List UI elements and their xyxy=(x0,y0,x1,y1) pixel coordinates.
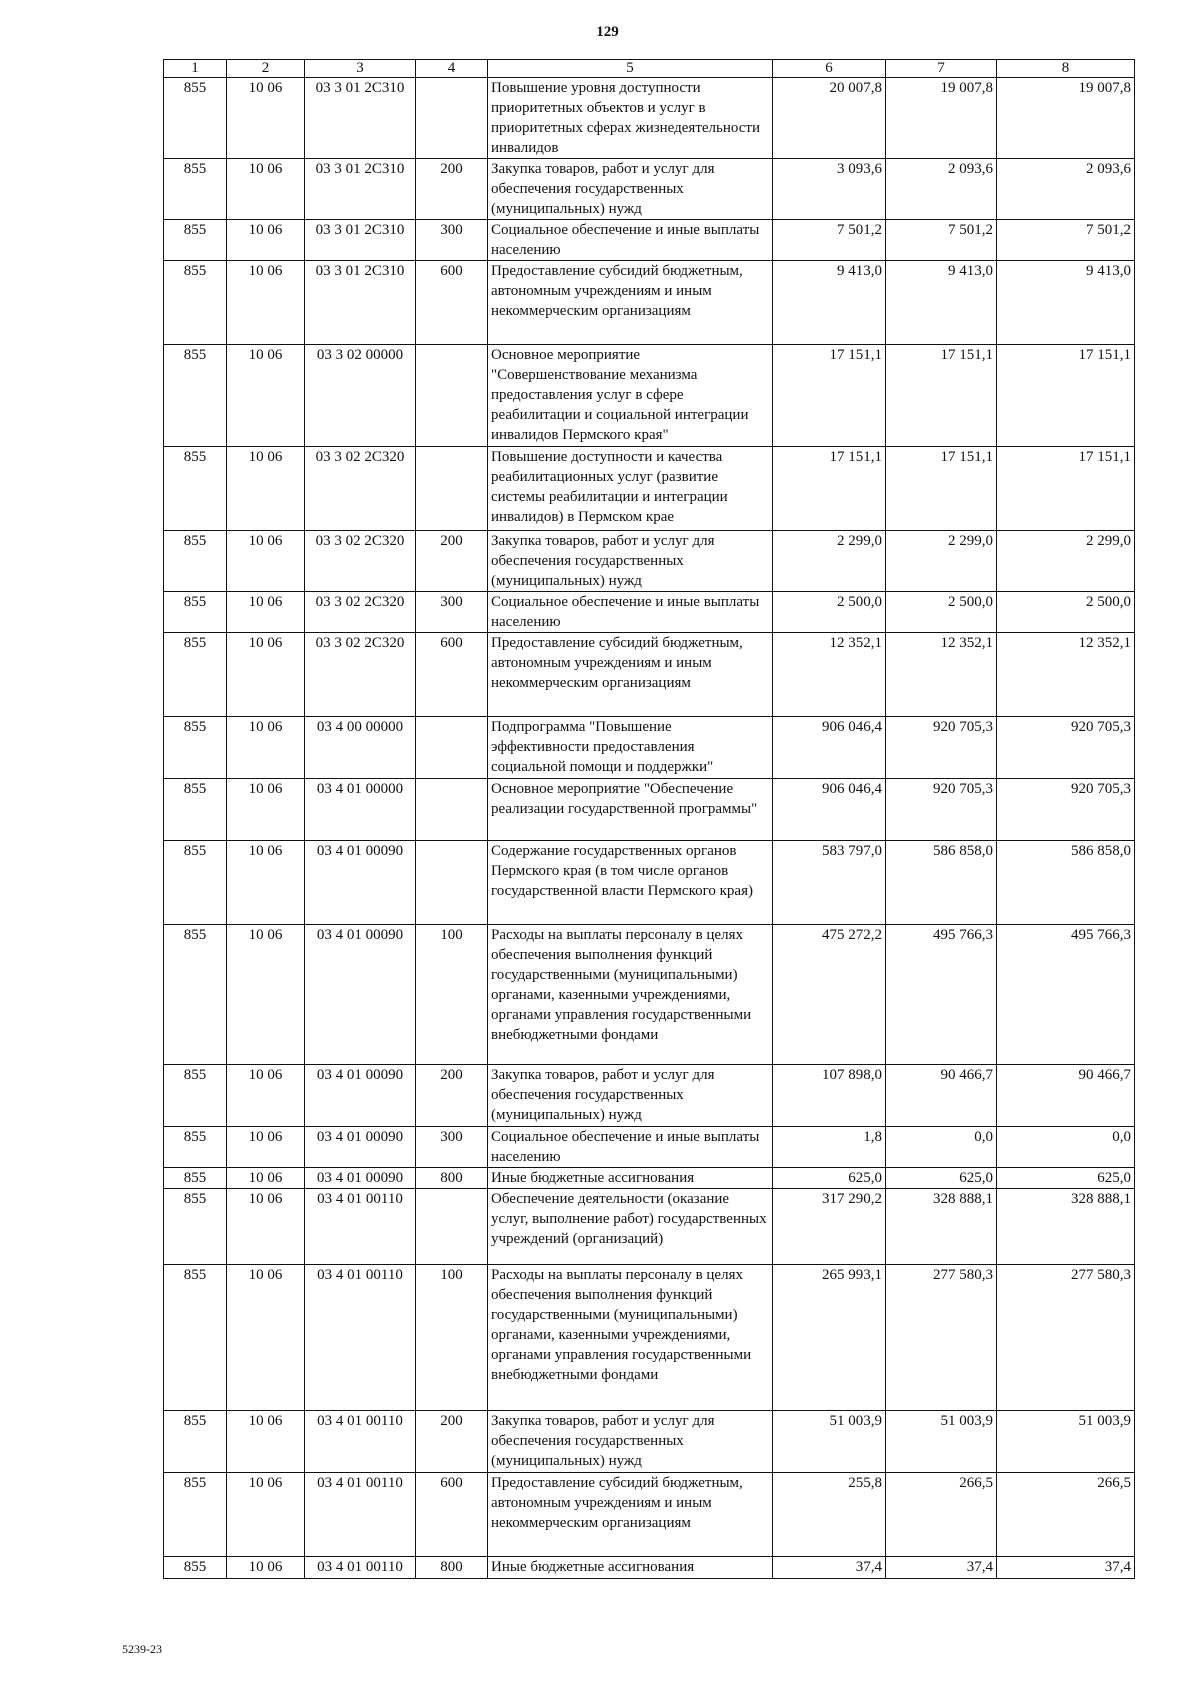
cell-section-code: 10 06 xyxy=(227,1127,305,1168)
cell-description: Закупка товаров, работ и услуг для обеспечения государственных (муниципальных) нужд xyxy=(488,531,773,592)
cell-amount-3: 90 466,7 xyxy=(997,1065,1135,1127)
cell-section-code: 10 06 xyxy=(227,159,305,220)
table-row xyxy=(164,159,1135,220)
cell-amount-2: 920 705,3 xyxy=(886,779,997,841)
cell-amount-1: 317 290,2 xyxy=(773,1189,886,1265)
cell-admin-code: 855 xyxy=(164,447,227,531)
column-header: 5 xyxy=(488,60,773,78)
cell-amount-2: 495 766,3 xyxy=(886,925,997,1065)
cell-description: Социальное обеспечение и иные выплаты населению xyxy=(488,1127,773,1168)
cell-section-code: 10 06 xyxy=(227,261,305,345)
cell-amount-1: 255,8 xyxy=(773,1473,886,1557)
cell-amount-1: 17 151,1 xyxy=(773,447,886,531)
cell-amount-1: 265 993,1 xyxy=(773,1265,886,1411)
cell-expense-type: 300 xyxy=(416,220,488,261)
table-row xyxy=(164,925,1135,1065)
cell-amount-2: 920 705,3 xyxy=(886,717,997,779)
cell-expense-type: 800 xyxy=(416,1168,488,1189)
table-row xyxy=(164,345,1135,447)
cell-description: Закупка товаров, работ и услуг для обеспечения государственных (муниципальных) нужд xyxy=(488,159,773,220)
cell-section-code: 10 06 xyxy=(227,1557,305,1579)
cell-description: Содержание государственных органов Пермского края (в том числе органов государственной власти Пермского края) xyxy=(488,841,773,925)
table-row xyxy=(164,633,1135,717)
document-code: 5239-23 xyxy=(122,1642,162,1656)
cell-description: Закупка товаров, работ и услуг для обеспечения государственных (муниципальных) нужд xyxy=(488,1411,773,1473)
cell-amount-3: 920 705,3 xyxy=(997,779,1135,841)
cell-amount-1: 625,0 xyxy=(773,1168,886,1189)
table-row xyxy=(164,447,1135,531)
cell-amount-3: 2 299,0 xyxy=(997,531,1135,592)
cell-amount-1: 2 299,0 xyxy=(773,531,886,592)
cell-amount-2: 2 299,0 xyxy=(886,531,997,592)
cell-section-code: 10 06 xyxy=(227,717,305,779)
cell-section-code: 10 06 xyxy=(227,592,305,633)
cell-expense-type: 300 xyxy=(416,1127,488,1168)
column-header: 4 xyxy=(416,60,488,78)
cell-target-article: 03 4 01 00000 xyxy=(305,779,416,841)
cell-description: Повышение доступности и качества реабилитационных услуг (развитие системы реабилитации и интеграции инвалидов) в Пермском крае xyxy=(488,447,773,531)
cell-section-code: 10 06 xyxy=(227,1265,305,1411)
cell-section-code: 10 06 xyxy=(227,1168,305,1189)
cell-target-article: 03 4 01 00090 xyxy=(305,1065,416,1127)
cell-target-article: 03 3 01 2С310 xyxy=(305,159,416,220)
cell-description: Социальное обеспечение и иные выплаты населению xyxy=(488,220,773,261)
cell-section-code: 10 06 xyxy=(227,78,305,159)
cell-amount-3: 625,0 xyxy=(997,1168,1135,1189)
cell-amount-3: 19 007,8 xyxy=(997,78,1135,159)
cell-expense-type xyxy=(416,447,488,531)
cell-description: Основное мероприятие "Совершенствование механизма предоставления услуг в сфере реабилитации и социальной интеграции инвалидов Пермского края" xyxy=(488,345,773,447)
cell-section-code: 10 06 xyxy=(227,841,305,925)
cell-target-article: 03 4 01 00110 xyxy=(305,1473,416,1557)
cell-admin-code: 855 xyxy=(164,345,227,447)
cell-description: Основное мероприятие "Обеспечение реализации государственной программы" xyxy=(488,779,773,841)
cell-amount-1: 475 272,2 xyxy=(773,925,886,1065)
cell-target-article: 03 3 02 2С320 xyxy=(305,633,416,717)
cell-target-article: 03 3 02 2С320 xyxy=(305,531,416,592)
table-row xyxy=(164,1168,1135,1189)
cell-description: Закупка товаров, работ и услуг для обеспечения государственных (муниципальных) нужд xyxy=(488,1065,773,1127)
cell-section-code: 10 06 xyxy=(227,925,305,1065)
cell-expense-type: 100 xyxy=(416,1265,488,1411)
cell-expense-type: 200 xyxy=(416,1065,488,1127)
cell-expense-type: 200 xyxy=(416,531,488,592)
cell-section-code: 10 06 xyxy=(227,779,305,841)
cell-section-code: 10 06 xyxy=(227,1411,305,1473)
cell-description: Иные бюджетные ассигнования xyxy=(488,1557,773,1579)
cell-description: Обеспечение деятельности (оказание услуг, выполнение работ) государственных учреждений (организаций) xyxy=(488,1189,773,1265)
cell-amount-3: 0,0 xyxy=(997,1127,1135,1168)
cell-amount-2: 0,0 xyxy=(886,1127,997,1168)
cell-amount-3: 277 580,3 xyxy=(997,1265,1135,1411)
cell-amount-3: 920 705,3 xyxy=(997,717,1135,779)
cell-amount-3: 37,4 xyxy=(997,1557,1135,1579)
cell-amount-2: 2 093,6 xyxy=(886,159,997,220)
cell-amount-2: 328 888,1 xyxy=(886,1189,997,1265)
cell-admin-code: 855 xyxy=(164,1473,227,1557)
cell-section-code: 10 06 xyxy=(227,633,305,717)
cell-amount-3: 586 858,0 xyxy=(997,841,1135,925)
cell-admin-code: 855 xyxy=(164,1557,227,1579)
cell-target-article: 03 3 02 2С320 xyxy=(305,592,416,633)
cell-admin-code: 855 xyxy=(164,1065,227,1127)
cell-expense-type xyxy=(416,78,488,159)
column-header: 3 xyxy=(305,60,416,78)
cell-admin-code: 855 xyxy=(164,261,227,345)
cell-target-article: 03 4 01 00110 xyxy=(305,1557,416,1579)
column-header: 1 xyxy=(164,60,227,78)
cell-amount-2: 266,5 xyxy=(886,1473,997,1557)
cell-target-article: 03 3 02 2С320 xyxy=(305,447,416,531)
cell-expense-type: 200 xyxy=(416,1411,488,1473)
cell-target-article: 03 4 00 00000 xyxy=(305,717,416,779)
table-row xyxy=(164,261,1135,345)
cell-description: Повышение уровня доступности приоритетных объектов и услуг в приоритетных сферах жизнедеятельности инвалидов xyxy=(488,78,773,159)
cell-admin-code: 855 xyxy=(164,1189,227,1265)
cell-description: Расходы на выплаты персоналу в целях обеспечения выполнения функций государственными (муниципальными) органами, казенными учреждениями, органами управления государственными внебюджетными фондами xyxy=(488,925,773,1065)
column-header: 8 xyxy=(997,60,1135,78)
column-header: 7 xyxy=(886,60,997,78)
cell-expense-type: 800 xyxy=(416,1557,488,1579)
cell-amount-2: 7 501,2 xyxy=(886,220,997,261)
cell-admin-code: 855 xyxy=(164,592,227,633)
cell-amount-1: 12 352,1 xyxy=(773,633,886,717)
cell-admin-code: 855 xyxy=(164,159,227,220)
cell-amount-1: 107 898,0 xyxy=(773,1065,886,1127)
cell-admin-code: 855 xyxy=(164,1168,227,1189)
cell-expense-type xyxy=(416,779,488,841)
cell-section-code: 10 06 xyxy=(227,345,305,447)
cell-admin-code: 855 xyxy=(164,531,227,592)
cell-amount-3: 51 003,9 xyxy=(997,1411,1135,1473)
cell-target-article: 03 4 01 00110 xyxy=(305,1411,416,1473)
cell-target-article: 03 3 02 00000 xyxy=(305,345,416,447)
cell-amount-3: 12 352,1 xyxy=(997,633,1135,717)
table-row xyxy=(164,841,1135,925)
cell-admin-code: 855 xyxy=(164,841,227,925)
cell-amount-1: 20 007,8 xyxy=(773,78,886,159)
cell-amount-3: 7 501,2 xyxy=(997,220,1135,261)
cell-section-code: 10 06 xyxy=(227,220,305,261)
cell-expense-type xyxy=(416,717,488,779)
cell-admin-code: 855 xyxy=(164,220,227,261)
cell-amount-3: 266,5 xyxy=(997,1473,1135,1557)
cell-amount-1: 51 003,9 xyxy=(773,1411,886,1473)
cell-amount-2: 51 003,9 xyxy=(886,1411,997,1473)
cell-amount-3: 17 151,1 xyxy=(997,345,1135,447)
table-row xyxy=(164,779,1135,841)
cell-amount-3: 9 413,0 xyxy=(997,261,1135,345)
cell-description: Подпрограмма "Повышение эффективности предоставления социальной помощи и поддержки" xyxy=(488,717,773,779)
cell-amount-1: 7 501,2 xyxy=(773,220,886,261)
cell-section-code: 10 06 xyxy=(227,1065,305,1127)
cell-amount-2: 277 580,3 xyxy=(886,1265,997,1411)
cell-amount-2: 9 413,0 xyxy=(886,261,997,345)
cell-amount-1: 37,4 xyxy=(773,1557,886,1579)
cell-amount-3: 2 500,0 xyxy=(997,592,1135,633)
cell-amount-2: 90 466,7 xyxy=(886,1065,997,1127)
cell-admin-code: 855 xyxy=(164,717,227,779)
cell-amount-1: 906 046,4 xyxy=(773,779,886,841)
cell-admin-code: 855 xyxy=(164,779,227,841)
table-row xyxy=(164,220,1135,261)
cell-description: Предоставление субсидий бюджетным, автономным учреждениям и иным некоммерческим организациям xyxy=(488,633,773,717)
table-row xyxy=(164,592,1135,633)
table-row xyxy=(164,1265,1135,1411)
cell-admin-code: 855 xyxy=(164,1127,227,1168)
cell-expense-type xyxy=(416,841,488,925)
cell-amount-1: 906 046,4 xyxy=(773,717,886,779)
cell-target-article: 03 3 01 2С310 xyxy=(305,78,416,159)
cell-amount-2: 625,0 xyxy=(886,1168,997,1189)
table-row xyxy=(164,1189,1135,1265)
table-row xyxy=(164,1411,1135,1473)
cell-admin-code: 855 xyxy=(164,925,227,1065)
cell-description: Предоставление субсидий бюджетным, автономным учреждениям и иным некоммерческим организациям xyxy=(488,1473,773,1557)
cell-amount-1: 17 151,1 xyxy=(773,345,886,447)
table-row xyxy=(164,1127,1135,1168)
cell-target-article: 03 4 01 00090 xyxy=(305,841,416,925)
cell-target-article: 03 3 01 2С310 xyxy=(305,261,416,345)
cell-expense-type: 300 xyxy=(416,592,488,633)
cell-expense-type: 600 xyxy=(416,633,488,717)
cell-section-code: 10 06 xyxy=(227,531,305,592)
cell-amount-2: 586 858,0 xyxy=(886,841,997,925)
page-number: 129 xyxy=(596,24,619,40)
cell-expense-type xyxy=(416,345,488,447)
cell-description: Предоставление субсидий бюджетным, автономным учреждениям и иным некоммерческим организациям xyxy=(488,261,773,345)
cell-expense-type: 600 xyxy=(416,261,488,345)
cell-amount-2: 12 352,1 xyxy=(886,633,997,717)
column-header: 6 xyxy=(773,60,886,78)
cell-expense-type: 600 xyxy=(416,1473,488,1557)
cell-description: Социальное обеспечение и иные выплаты населению xyxy=(488,592,773,633)
cell-amount-2: 19 007,8 xyxy=(886,78,997,159)
cell-section-code: 10 06 xyxy=(227,447,305,531)
cell-target-article: 03 4 01 00110 xyxy=(305,1265,416,1411)
cell-amount-1: 583 797,0 xyxy=(773,841,886,925)
cell-admin-code: 855 xyxy=(164,1411,227,1473)
cell-target-article: 03 4 01 00090 xyxy=(305,925,416,1065)
cell-description: Расходы на выплаты персоналу в целях обеспечения выполнения функций государственными (муниципальными) органами, казенными учреждениями, органами управления государственными внебюджетными фондами xyxy=(488,1265,773,1411)
cell-admin-code: 855 xyxy=(164,1265,227,1411)
cell-amount-3: 2 093,6 xyxy=(997,159,1135,220)
cell-amount-1: 9 413,0 xyxy=(773,261,886,345)
table-row xyxy=(164,1065,1135,1127)
cell-target-article: 03 4 01 00090 xyxy=(305,1168,416,1189)
cell-section-code: 10 06 xyxy=(227,1189,305,1265)
table-body xyxy=(164,78,1135,1579)
cell-amount-2: 37,4 xyxy=(886,1557,997,1579)
cell-amount-3: 495 766,3 xyxy=(997,925,1135,1065)
cell-amount-2: 2 500,0 xyxy=(886,592,997,633)
cell-amount-3: 17 151,1 xyxy=(997,447,1135,531)
cell-expense-type: 200 xyxy=(416,159,488,220)
table-row xyxy=(164,531,1135,592)
table-row xyxy=(164,1473,1135,1557)
column-header: 2 xyxy=(227,60,305,78)
cell-amount-2: 17 151,1 xyxy=(886,447,997,531)
cell-amount-1: 2 500,0 xyxy=(773,592,886,633)
cell-expense-type xyxy=(416,1189,488,1265)
cell-target-article: 03 4 01 00090 xyxy=(305,1127,416,1168)
cell-target-article: 03 4 01 00110 xyxy=(305,1189,416,1265)
budget-table xyxy=(163,59,1135,1579)
cell-amount-3: 328 888,1 xyxy=(997,1189,1135,1265)
table-row xyxy=(164,1557,1135,1579)
cell-expense-type: 100 xyxy=(416,925,488,1065)
cell-amount-1: 1,8 xyxy=(773,1127,886,1168)
cell-admin-code: 855 xyxy=(164,633,227,717)
cell-section-code: 10 06 xyxy=(227,1473,305,1557)
cell-amount-2: 17 151,1 xyxy=(886,345,997,447)
cell-description: Иные бюджетные ассигнования xyxy=(488,1168,773,1189)
table-row xyxy=(164,78,1135,159)
cell-target-article: 03 3 01 2С310 xyxy=(305,220,416,261)
table-row xyxy=(164,717,1135,779)
cell-amount-1: 3 093,6 xyxy=(773,159,886,220)
header-row xyxy=(164,60,1135,78)
cell-admin-code: 855 xyxy=(164,78,227,159)
